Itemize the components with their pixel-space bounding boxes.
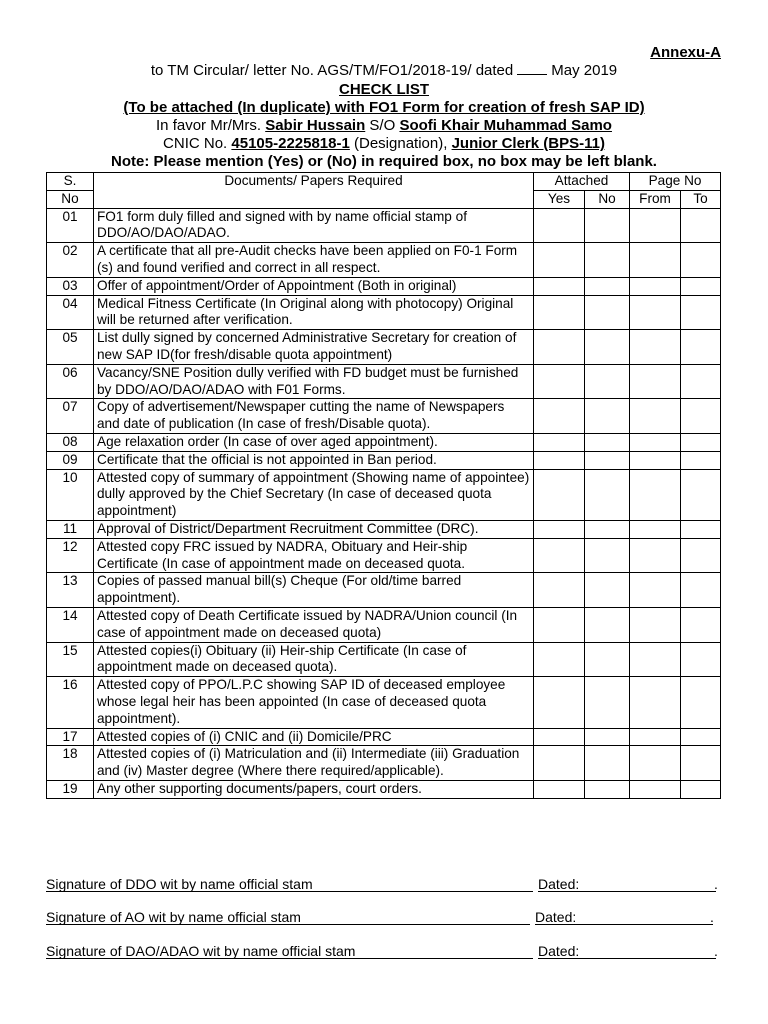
from-cell[interactable] (630, 573, 681, 608)
no-cell[interactable] (585, 469, 630, 520)
annex-label: Annexu-A (650, 44, 721, 61)
date-line[interactable] (535, 924, 713, 925)
row-text: Attested copy of PPO/L.P.C showing SAP ID of deceased employee whose legal heir has been appointed (In case of deceased quota appointment). (94, 677, 534, 728)
yes-cell[interactable] (534, 780, 585, 798)
from-cell[interactable] (630, 399, 681, 434)
no-cell[interactable] (585, 780, 630, 798)
circular-prefix: to TM Circular/ letter No. AGS/TM/FO1/2018-19/ dated (150, 62, 514, 79)
no-cell[interactable] (585, 451, 630, 469)
table-row (47, 295, 721, 330)
no-cell[interactable] (585, 677, 630, 728)
row-text: Vacancy/SNE Position dully verified with FD budget must be furnished by DDO/AO/DAO/ADAO with F01 Forms. (94, 364, 534, 399)
yes-cell[interactable] (534, 520, 585, 538)
from-cell[interactable] (630, 520, 681, 538)
end-dot: . (714, 943, 718, 959)
row-text: Copies of passed manual bill(s) Cheque (For old/time barred appointment). (94, 573, 534, 608)
table-row (47, 451, 721, 469)
applicant-name: Sabir Hussain (265, 117, 366, 134)
to-cell[interactable] (681, 642, 721, 677)
no-cell[interactable] (585, 746, 630, 781)
to-cell[interactable] (681, 451, 721, 469)
from-cell[interactable] (630, 295, 681, 330)
no-cell[interactable] (585, 330, 630, 365)
row-text: Attested copies of (i) CNIC and (ii) Domicile/PRC (94, 728, 534, 746)
signature-ao (46, 909, 720, 927)
father-name: Soofi Khair Muhammad Samo (399, 117, 612, 134)
designation-value: Junior Clerk (BPS-11) (451, 135, 605, 152)
yes-cell[interactable] (534, 295, 585, 330)
row-text: Attested copy of Death Certificate issued by NADRA/Union council (In case of appointment made on deceased quota) (94, 607, 534, 642)
header-attached: Attached (534, 173, 630, 191)
to-cell[interactable] (681, 677, 721, 728)
signature-label: Signature of DAO/ADAO wit by name official stam (46, 943, 356, 959)
note-line: Note: Please mention (Yes) or (No) in required box, no box may be left blank. (111, 153, 657, 170)
yes-cell[interactable] (534, 433, 585, 451)
to-cell[interactable] (681, 364, 721, 399)
yes-cell[interactable] (534, 728, 585, 746)
row-text: A certificate that all pre-Audit checks have been applied on F0-1 Form (s) and found verified and correct in all respect. (94, 243, 534, 278)
row-number: 17 (47, 728, 94, 746)
no-cell[interactable] (585, 728, 630, 746)
row-number: 15 (47, 642, 94, 677)
row-number: 18 (47, 746, 94, 781)
row-number: 04 (47, 295, 94, 330)
to-cell[interactable] (681, 538, 721, 573)
favor-line (0, 117, 768, 135)
row-text: Medical Fitness Certificate (In Original along with photocopy) Original will be returned after verification. (94, 295, 534, 330)
row-number: 05 (47, 330, 94, 365)
table-row (47, 780, 721, 798)
dated-label: Dated: (538, 943, 580, 959)
row-text: Any other supporting documents/papers, court orders. (94, 780, 534, 798)
circular-suffix: May 2019 (551, 62, 618, 79)
no-cell[interactable] (585, 642, 630, 677)
yes-cell[interactable] (534, 451, 585, 469)
designation-label: (Designation), (354, 135, 448, 152)
to-cell[interactable] (681, 295, 721, 330)
to-cell[interactable] (681, 573, 721, 608)
from-cell[interactable] (630, 607, 681, 642)
row-text: Age relaxation order (In case of over aged appointment). (94, 433, 534, 451)
yes-cell[interactable] (534, 469, 585, 520)
row-text: FO1 form duly filled and signed with by name official stamp of DDO/AO/DAO/ADAO. (94, 208, 534, 243)
header-sno-2: No (47, 190, 94, 208)
from-cell[interactable] (630, 364, 681, 399)
yes-cell[interactable] (534, 399, 585, 434)
signature-label: Signature of DDO wit by name official stam (46, 876, 313, 892)
row-number: 11 (47, 520, 94, 538)
row-text: Certificate that the official is not appointed in Ban period. (94, 451, 534, 469)
no-cell[interactable] (585, 399, 630, 434)
no-cell[interactable] (585, 607, 630, 642)
dated-label: Dated: (535, 909, 577, 925)
row-number: 06 (47, 364, 94, 399)
header-to: To (681, 190, 721, 208)
from-cell[interactable] (630, 451, 681, 469)
from-cell[interactable] (630, 208, 681, 243)
yes-cell[interactable] (534, 573, 585, 608)
to-cell[interactable] (681, 433, 721, 451)
table-row (47, 399, 721, 434)
yes-cell[interactable] (534, 746, 585, 781)
table-row (47, 277, 721, 295)
favor-prefix: In favor Mr/Mrs. (156, 117, 262, 134)
yes-cell[interactable] (534, 607, 585, 642)
to-cell[interactable] (681, 469, 721, 520)
from-cell[interactable] (630, 780, 681, 798)
table-row (47, 469, 721, 520)
to-cell[interactable] (681, 780, 721, 798)
to-cell[interactable] (681, 208, 721, 243)
no-cell[interactable] (585, 520, 630, 538)
table-row (47, 728, 721, 746)
date-blank (517, 62, 547, 75)
from-cell[interactable] (630, 243, 681, 278)
table-row (47, 607, 721, 642)
row-text: Attested copy of summary of appointment (Showing name of appointee) dully approved by the Chief Secretary (In case of deceased quota appointment) (94, 469, 534, 520)
date-line[interactable] (538, 891, 716, 892)
date-line[interactable] (538, 958, 716, 959)
no-cell[interactable] (585, 208, 630, 243)
no-cell[interactable] (585, 277, 630, 295)
yes-cell[interactable] (534, 364, 585, 399)
yes-cell[interactable] (534, 642, 585, 677)
from-cell[interactable] (630, 677, 681, 728)
to-cell[interactable] (681, 277, 721, 295)
row-number: 19 (47, 780, 94, 798)
yes-cell[interactable] (534, 538, 585, 573)
to-cell[interactable] (681, 607, 721, 642)
signature-line[interactable] (46, 891, 533, 892)
row-number: 10 (47, 469, 94, 520)
header-page-no: Page No (630, 173, 721, 191)
circular-line (0, 62, 768, 80)
to-cell[interactable] (681, 728, 721, 746)
signature-line[interactable] (46, 924, 530, 925)
row-text: Attested copies(i) Obituary (ii) Heir-ship Certificate (In case of appointment made on deceased quota). (94, 642, 534, 677)
row-number: 13 (47, 573, 94, 608)
row-text: List dully signed by concerned Administrative Secretary for creation of new SAP ID(for fresh/disable quota appointment) (94, 330, 534, 365)
header-docs: Documents/ Papers Required (94, 173, 534, 209)
row-text: Copy of advertisement/Newspaper cutting the name of Newspapers and date of publication (In case of fresh/Disable quota). (94, 399, 534, 434)
checklist-table (46, 172, 721, 799)
no-cell[interactable] (585, 573, 630, 608)
end-dot: . (710, 909, 714, 925)
to-cell[interactable] (681, 399, 721, 434)
row-number: 12 (47, 538, 94, 573)
header-yes: Yes (534, 190, 585, 208)
signature-line[interactable] (46, 958, 533, 959)
header-no: No (585, 190, 630, 208)
row-text: Approval of District/Department Recruitment Committee (DRC). (94, 520, 534, 538)
dated-label: Dated: (538, 876, 580, 892)
so-label: S/O (369, 117, 396, 134)
to-cell[interactable] (681, 520, 721, 538)
yes-cell[interactable] (534, 330, 585, 365)
table-row (47, 330, 721, 365)
end-dot: . (714, 876, 718, 892)
header-from: From (630, 190, 681, 208)
cnic-prefix: CNIC No. (163, 135, 228, 152)
from-cell[interactable] (630, 330, 681, 365)
row-number: 03 (47, 277, 94, 295)
table-row (47, 642, 721, 677)
table-row (47, 573, 721, 608)
page-title: CHECK LIST (339, 81, 429, 98)
row-text: Attested copies of (i) Matriculation and (ii) Intermediate (iii) Graduation and (iv) Master degree (Where there required/applicable). (94, 746, 534, 781)
row-text: Attested copy FRC issued by NADRA, Obituary and Heir-ship Certificate (In case of appointment made on deceased quota. (94, 538, 534, 573)
from-cell[interactable] (630, 469, 681, 520)
signature-label: Signature of AO wit by name official stam (46, 909, 301, 925)
no-cell[interactable] (585, 295, 630, 330)
cnic-number: 45105-2225818-1 (231, 135, 350, 152)
no-cell[interactable] (585, 538, 630, 573)
to-cell[interactable] (681, 243, 721, 278)
yes-cell[interactable] (534, 243, 585, 278)
table-row (47, 520, 721, 538)
table-row (47, 746, 721, 781)
header-sno-1: S. (47, 173, 94, 191)
row-number: 08 (47, 433, 94, 451)
row-number: 09 (47, 451, 94, 469)
row-number: 14 (47, 607, 94, 642)
from-cell[interactable] (630, 277, 681, 295)
signature-dao (46, 943, 720, 961)
from-cell[interactable] (630, 728, 681, 746)
yes-cell[interactable] (534, 277, 585, 295)
yes-cell[interactable] (534, 677, 585, 728)
to-cell[interactable] (681, 746, 721, 781)
to-cell[interactable] (681, 330, 721, 365)
from-cell[interactable] (630, 433, 681, 451)
from-cell[interactable] (630, 746, 681, 781)
table-row (47, 364, 721, 399)
row-number: 01 (47, 208, 94, 243)
signature-ddo (46, 876, 720, 894)
table-row (47, 538, 721, 573)
from-cell[interactable] (630, 642, 681, 677)
table-row (47, 208, 721, 243)
no-cell[interactable] (585, 433, 630, 451)
no-cell[interactable] (585, 243, 630, 278)
table-row (47, 677, 721, 728)
row-number: 16 (47, 677, 94, 728)
row-number: 02 (47, 243, 94, 278)
yes-cell[interactable] (534, 208, 585, 243)
table-row (47, 433, 721, 451)
table-row (47, 243, 721, 278)
row-number: 07 (47, 399, 94, 434)
no-cell[interactable] (585, 364, 630, 399)
page-subtitle: (To be attached (In duplicate) with FO1 Form for creation of fresh SAP ID) (123, 99, 645, 116)
row-text: Offer of appointment/Order of Appointment (Both in original) (94, 277, 534, 295)
cnic-line (0, 135, 768, 153)
from-cell[interactable] (630, 538, 681, 573)
